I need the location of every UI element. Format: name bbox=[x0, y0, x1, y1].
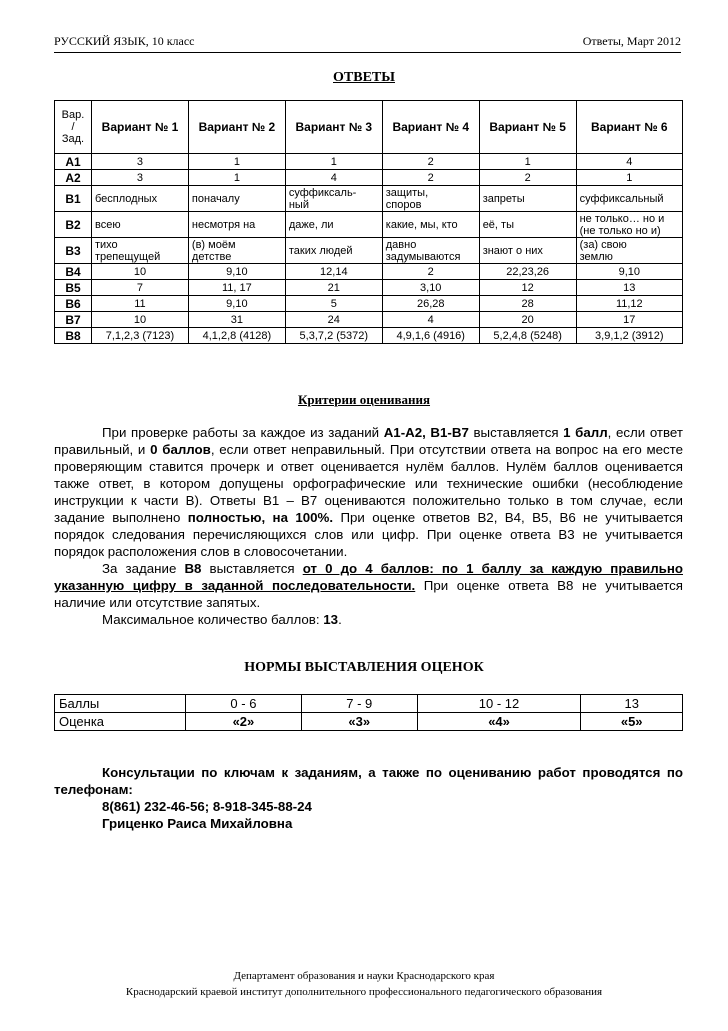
footer-line-1: Департамент образования и науки Краснодарского края bbox=[233, 970, 495, 982]
answer-cell: 1 bbox=[479, 154, 576, 170]
variant-header: Вариант № 4 bbox=[382, 101, 479, 154]
answer-cell: 11,12 bbox=[576, 296, 682, 312]
answer-cell: 11 bbox=[92, 296, 189, 312]
grades-row-marks bbox=[55, 713, 683, 731]
answer-row bbox=[55, 296, 683, 312]
consultation-text: Консультации по ключам к заданиям, а также по оцениванию работ проводятся по телефонам: bbox=[54, 765, 683, 797]
answer-row bbox=[55, 212, 683, 238]
answer-cell: 3,10 bbox=[382, 280, 479, 296]
answer-cell: какие, мы, кто bbox=[382, 212, 479, 238]
variant-header: Вариант № 2 bbox=[188, 101, 285, 154]
header-rule bbox=[54, 52, 681, 53]
answer-row bbox=[55, 264, 683, 280]
answer-cell: 3 bbox=[92, 154, 189, 170]
consultation-block bbox=[54, 764, 683, 832]
task-label: В5 bbox=[55, 280, 92, 296]
grades-cell: «5» bbox=[581, 713, 683, 731]
answer-cell: 2 bbox=[479, 170, 576, 186]
header-subject: РУССКИЙ ЯЗЫК, 10 класс bbox=[54, 34, 195, 48]
answer-cell: 2 bbox=[382, 264, 479, 280]
grades-cell: 10 - 12 bbox=[417, 695, 581, 713]
grades-table bbox=[54, 694, 683, 731]
answer-cell: 2 bbox=[382, 154, 479, 170]
answer-cell: 22,23,26 bbox=[479, 264, 576, 280]
answer-cell: 11, 17 bbox=[188, 280, 285, 296]
answer-cell: запреты bbox=[479, 186, 576, 212]
answer-row bbox=[55, 328, 683, 344]
task-label: В4 bbox=[55, 264, 92, 280]
variant-header: Вариант № 6 bbox=[576, 101, 682, 154]
answer-cell: бесплодных bbox=[92, 186, 189, 212]
answer-cell: 5 bbox=[285, 296, 382, 312]
answer-row bbox=[55, 280, 683, 296]
answer-cell: давно задумываются bbox=[382, 238, 479, 264]
grades-label: Баллы bbox=[55, 695, 186, 713]
answer-row bbox=[55, 186, 683, 212]
task-label: В7 bbox=[55, 312, 92, 328]
answer-cell: 13 bbox=[576, 280, 682, 296]
page-title: ОТВЕТЫ bbox=[333, 70, 395, 85]
answer-cell: всею bbox=[92, 212, 189, 238]
answer-cell: 28 bbox=[479, 296, 576, 312]
answer-cell: 4 bbox=[285, 170, 382, 186]
answer-cell: знают о них bbox=[479, 238, 576, 264]
answer-row bbox=[55, 170, 683, 186]
answer-cell: её, ты bbox=[479, 212, 576, 238]
footer-line-2: Краснодарский краевой институт дополнительного профессионального педагогического образования bbox=[125, 986, 603, 998]
answer-cell: 10 bbox=[92, 312, 189, 328]
answer-cell: 5,3,7,2 (5372) bbox=[285, 328, 382, 344]
answer-row bbox=[55, 312, 683, 328]
answer-cell: 26,28 bbox=[382, 296, 479, 312]
task-label: В1 bbox=[55, 186, 92, 212]
answer-cell: тихо трепещущей bbox=[92, 238, 189, 264]
answers-table bbox=[54, 100, 683, 344]
answers-body bbox=[55, 154, 683, 344]
answer-cell: 7,1,2,3 (7123) bbox=[92, 328, 189, 344]
variant-header: Вариант № 1 bbox=[92, 101, 189, 154]
footer bbox=[0, 968, 728, 1000]
grades-label: Оценка bbox=[55, 713, 186, 731]
answer-cell: 9,10 bbox=[188, 296, 285, 312]
answer-cell: не только… но и (не только но и) bbox=[576, 212, 682, 238]
answer-row bbox=[55, 238, 683, 264]
answer-cell: защиты, споров bbox=[382, 186, 479, 212]
criteria-text bbox=[54, 424, 683, 628]
grades-cell: 7 - 9 bbox=[301, 695, 417, 713]
answer-cell: 21 bbox=[285, 280, 382, 296]
task-label: В8 bbox=[55, 328, 92, 344]
corner-cell: Вар. / Зад. bbox=[55, 101, 92, 154]
answer-cell: 4,1,2,8 (4128) bbox=[188, 328, 285, 344]
answer-cell: 1 bbox=[285, 154, 382, 170]
grades-cell: «4» bbox=[417, 713, 581, 731]
grades-cell: «3» bbox=[301, 713, 417, 731]
answer-cell: (в) моём детстве bbox=[188, 238, 285, 264]
criteria-title: Критерии оценивания bbox=[297, 392, 431, 407]
answer-cell: 1 bbox=[188, 154, 285, 170]
answer-row bbox=[55, 154, 683, 170]
answer-cell: 4 bbox=[576, 154, 682, 170]
answer-cell: 3 bbox=[92, 170, 189, 186]
answer-cell: даже, ли bbox=[285, 212, 382, 238]
task-label: В6 bbox=[55, 296, 92, 312]
answer-cell: 9,10 bbox=[188, 264, 285, 280]
answer-cell: несмотря на bbox=[188, 212, 285, 238]
answer-cell: 4,9,1,6 (4916) bbox=[382, 328, 479, 344]
variant-header: Вариант № 5 bbox=[479, 101, 576, 154]
variant-header: Вариант № 3 bbox=[285, 101, 382, 154]
answer-cell: 9,10 bbox=[576, 264, 682, 280]
task-label: В3 bbox=[55, 238, 92, 264]
answer-cell: 4 bbox=[382, 312, 479, 328]
grades-cell: 0 - 6 bbox=[186, 695, 302, 713]
answer-cell: 3,9,1,2 (3912) bbox=[576, 328, 682, 344]
answer-cell: таких людей bbox=[285, 238, 382, 264]
answer-cell: 31 bbox=[188, 312, 285, 328]
answer-cell: 7 bbox=[92, 280, 189, 296]
consultation-phones: 8(861) 232-46-56; 8-918-345-88-24 bbox=[102, 799, 312, 814]
answer-cell: 1 bbox=[576, 170, 682, 186]
task-label: А2 bbox=[55, 170, 92, 186]
answer-cell: 2 bbox=[382, 170, 479, 186]
answer-cell: 17 bbox=[576, 312, 682, 328]
answer-cell: 1 bbox=[188, 170, 285, 186]
criteria-paragraph-3: Максимальное количество баллов: 13. bbox=[102, 612, 342, 627]
answer-cell: 24 bbox=[285, 312, 382, 328]
answers-header-row bbox=[55, 101, 683, 154]
header-date: Ответы, Март 2012 bbox=[582, 34, 681, 48]
answer-cell: 10 bbox=[92, 264, 189, 280]
consultation-person: Гриценко Раиса Михайловна bbox=[102, 816, 293, 831]
criteria-paragraph-2: За задание В8 выставляется от 0 до 4 баллов: по 1 баллу за каждую правильно указанную цифру в заданной последовательности. При оценке ответа В8 не учитывается наличие или отсутствие запятых. bbox=[54, 561, 683, 610]
answer-cell: (за) свою землю bbox=[576, 238, 682, 264]
answer-cell: суффиксаль- ный bbox=[285, 186, 382, 212]
criteria-paragraph-1: При проверке работы за каждое из заданий А1-А2, В1-В7 выставляется 1 балл, если ответ правильный, и 0 баллов, если ответ неправильный. При отсутствии ответа на вопрос на его месте проверяющим ставится прочерк и ответ оценивается нулём баллов. Нулём баллов оценивается также ответ, в котором допущены орфографические или технические ошибки (несоблюдение инструкции к части В). Ответы В1 – В7 оцениваются положительно только в том случае, если задание выполнено полностью, на 100%. При оценке ответов В2, В4, В5, В6 не учитывается порядок следования перечисляющихся слов или цифр. При оценке ответа В3 не учитывается порядок расположения слов в словосочетании. bbox=[54, 425, 683, 559]
task-label: В2 bbox=[55, 212, 92, 238]
grades-row-points bbox=[55, 695, 683, 713]
answer-cell: поначалу bbox=[188, 186, 285, 212]
answer-cell: 12 bbox=[479, 280, 576, 296]
answer-cell: 12,14 bbox=[285, 264, 382, 280]
grades-cell: 13 bbox=[581, 695, 683, 713]
answer-cell: суффиксальный bbox=[576, 186, 682, 212]
answer-cell: 5,2,4,8 (5248) bbox=[479, 328, 576, 344]
answer-cell: 20 bbox=[479, 312, 576, 328]
grades-cell: «2» bbox=[186, 713, 302, 731]
task-label: А1 bbox=[55, 154, 92, 170]
norms-title: НОРМЫ ВЫСТАВЛЕНИЯ ОЦЕНОК bbox=[244, 660, 484, 675]
